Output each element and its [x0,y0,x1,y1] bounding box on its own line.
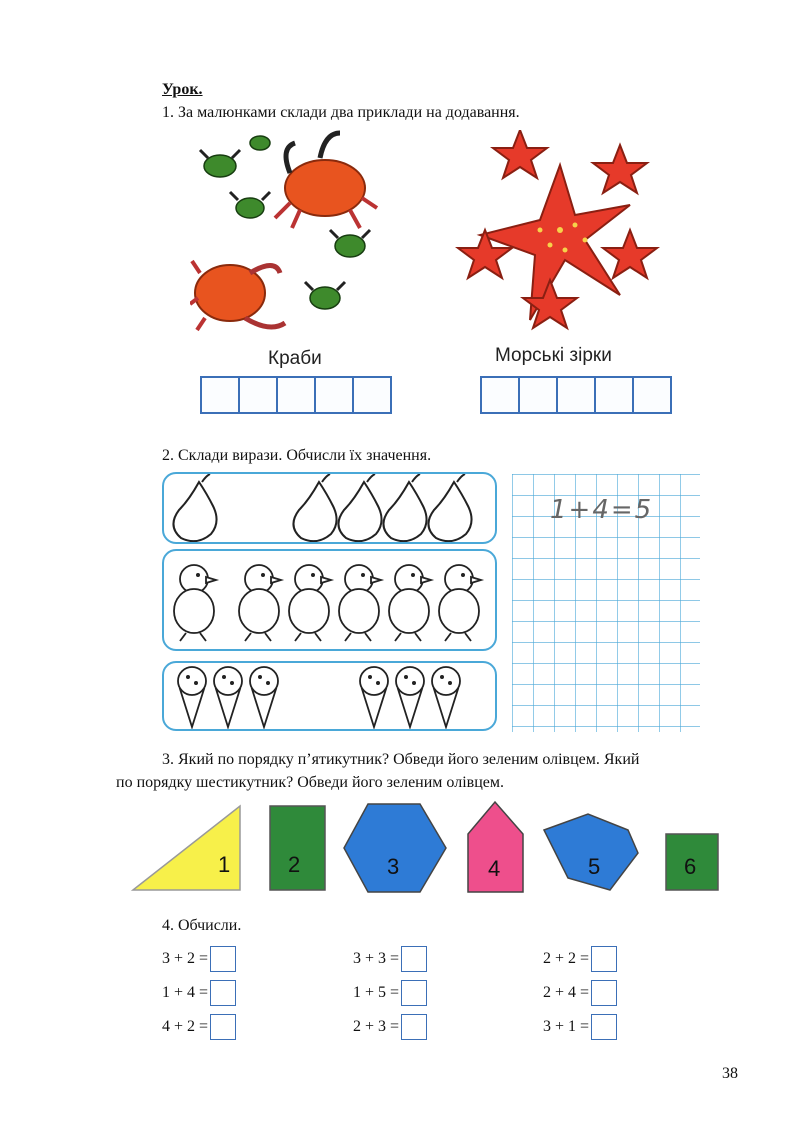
crabs-illustration [190,128,390,348]
icecream-panel [162,661,497,731]
task4-text: 4. Обчисли. [162,917,242,934]
expression: 2 + 3 = [353,1018,400,1035]
task1-text: 1. За малюнками склади два приклади на додавання. [162,104,520,121]
shape-5-irregular-pentagon[interactable] [544,814,638,890]
stars-caption: Морські зірки [495,345,612,366]
icecream-picture [164,663,495,729]
answer-box[interactable] [591,1014,617,1040]
shape-3-label: 3 [387,854,400,879]
expression: 1 + 4 = [162,984,209,1001]
grid-example: 1+4=5 [550,495,654,525]
pears-picture [164,474,495,542]
shape-1-triangle[interactable] [133,806,240,890]
expression: 3 + 2 = [162,950,209,967]
shape-3-hexagon[interactable] [344,804,446,892]
answer-box[interactable] [401,980,427,1006]
expression: 3 + 3 = [353,950,400,967]
expression: 2 + 2 = [543,950,590,967]
expression: 1 + 5 = [353,984,400,1001]
answer-box[interactable] [401,1014,427,1040]
task4-column-2 [353,942,427,1044]
task3-text-line2: по порядку шестикутник? Обведи його зеленим олівцем. [116,774,504,791]
expression: 3 + 1 = [543,1018,590,1035]
answer-box[interactable] [591,946,617,972]
pears-panel [162,472,497,544]
shapes-row [128,798,728,898]
shape-1-label: 1 [218,852,231,877]
answer-box[interactable] [210,980,236,1006]
ducklings-picture [164,551,495,649]
task3-text-line1: 3. Який по порядку п’ятикутник? Обведи його зеленим олівцем. Який [162,751,640,768]
shape-2-rectangle[interactable] [270,806,325,890]
task4-column-1 [162,942,236,1044]
shape-2-label: 2 [288,852,301,877]
crabs-caption: Краби [268,348,322,369]
crabs-answer-cells[interactable] [200,376,392,414]
expression: 2 + 4 = [543,984,590,1001]
shape-4-label: 4 [488,856,501,881]
page-number: 38 [722,1065,738,1082]
answer-box[interactable] [210,1014,236,1040]
ducklings-panel [162,549,497,651]
shape-6-label: 6 [684,854,697,879]
answer-box[interactable] [591,980,617,1006]
big-crab-top [275,133,377,228]
big-crab-bottom [190,261,285,330]
task2-text: 2. Склади вирази. Обчисли їх значення. [162,447,432,464]
shape-5-label: 5 [588,854,601,879]
shape-6-square[interactable] [666,834,718,890]
expression: 4 + 2 = [162,1018,209,1035]
answer-box[interactable] [210,946,236,972]
starfish-illustration [455,130,665,340]
task4-column-3 [543,942,617,1044]
answer-box[interactable] [401,946,427,972]
shape-4-pentagon[interactable] [468,802,523,892]
lesson-title: Урок. [162,81,203,98]
stars-answer-cells[interactable] [480,376,672,414]
